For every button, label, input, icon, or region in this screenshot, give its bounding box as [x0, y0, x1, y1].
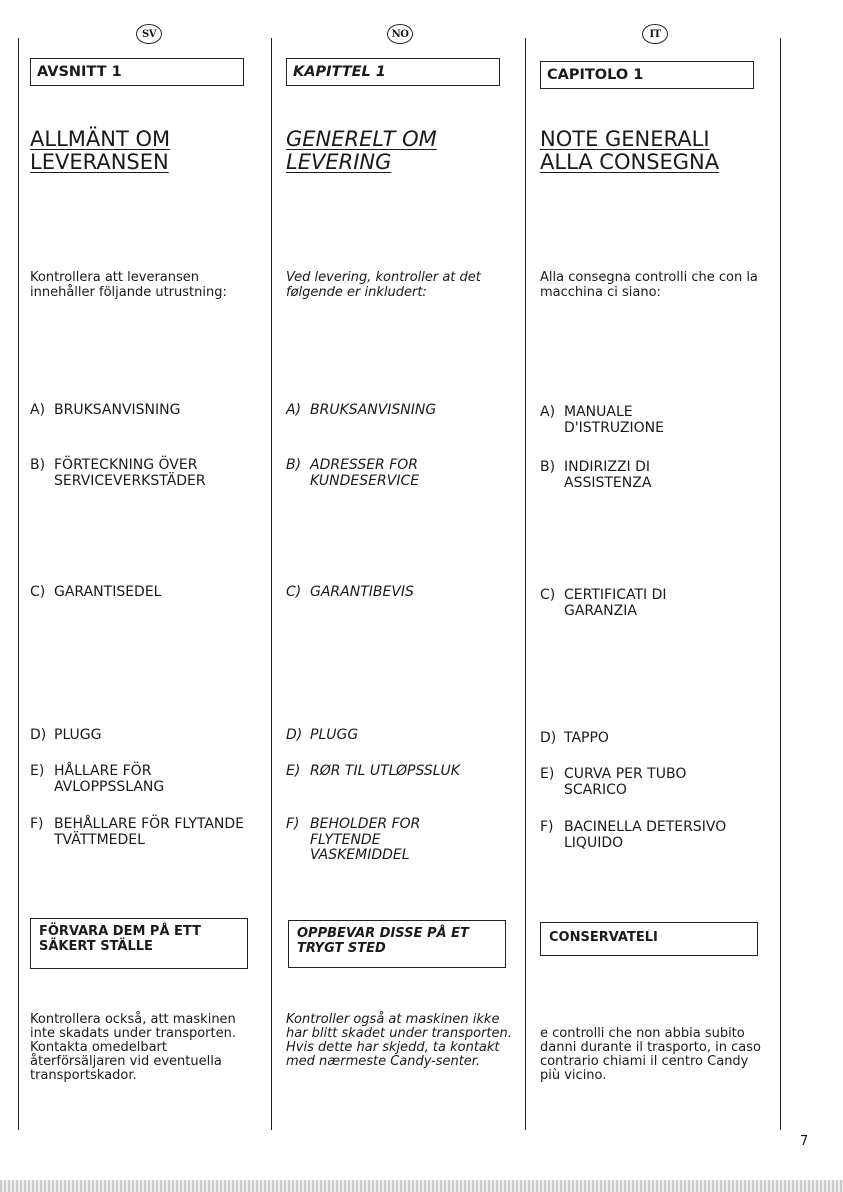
chapter-title: NOTE GENERALI ALLA CONSEGNA	[540, 127, 720, 174]
column-swedish	[30, 0, 266, 1192]
scan-edge-strip	[0, 1180, 843, 1192]
list-item: F) BEHÅLLARE FÖR FLYTANDE TVÄTTMEDEL	[30, 816, 245, 848]
column-divider-left	[18, 38, 19, 1130]
list-item: E) RØR TIL UTLØPSSLUK	[286, 763, 460, 779]
list-item: A) MANUALE D'ISTRUZIONE	[540, 404, 664, 436]
column-norwegian	[286, 0, 522, 1192]
transport-check-text: e controlli che non abbia subito danni durante il trasporto, in caso contrario chiami il centro Candy più vicino.	[540, 1026, 761, 1083]
chapter-title: GENERELT OM LEVERING	[286, 127, 437, 174]
list-item: D) PLUGG	[286, 727, 359, 743]
transport-check-text: Kontrollera också, att maskinen inte skadats under transporten. Kontakta omedelbart återförsäljaren vid eventuella transportskador.	[30, 1012, 236, 1083]
list-item: D) TAPPO	[540, 730, 609, 746]
storage-notice: CONSERVATELI	[540, 922, 758, 956]
intro-text: Alla consegna controlli che con la macchina ci siano:	[540, 270, 758, 300]
section-heading: KAPITTEL 1	[286, 58, 500, 86]
list-item: E) HÅLLARE FÖR AVLOPPSSLANG	[30, 763, 165, 795]
list-item: F) BACINELLA DETERSIVO LIQUIDO	[540, 819, 727, 851]
list-item: C) GARANTISEDEL	[30, 584, 162, 600]
list-item: B) ADRESSER FOR KUNDESERVICE	[286, 457, 420, 489]
section-heading: AVSNITT 1	[30, 58, 244, 86]
storage-notice: FÖRVARA DEM PÅ ETT SÄKERT STÄLLE	[30, 918, 248, 969]
section-heading: CAPITOLO 1	[540, 61, 754, 89]
list-item: A) BRUKSANVISNING	[286, 402, 437, 418]
list-item: F) BEHOLDER FOR FLYTENDE VASKEMIDDEL	[286, 816, 421, 863]
chapter-title: ALLMÄNT OM LEVERANSEN	[30, 127, 171, 174]
column-divider-2	[525, 38, 526, 1130]
list-item: C) CERTIFICATI DI GARANZIA	[540, 587, 667, 619]
transport-check-text: Kontroller også at maskinen ikke har blitt skadet under transporten. Hvis dette har skjedd, ta kontakt med nærmeste Candy-senter.	[286, 1012, 512, 1069]
list-item: E) CURVA PER TUBO SCARICO	[540, 766, 687, 798]
column-divider-1	[271, 38, 272, 1130]
list-item: C) GARANTIBEVIS	[286, 584, 414, 600]
list-item: B) INDIRIZZI DI ASSISTENZA	[540, 459, 652, 491]
page-number: 7	[800, 1134, 809, 1149]
list-item: B) FÖRTECKNING ÖVER SERVICEVERKSTÄDER	[30, 457, 206, 489]
intro-text: Kontrollera att leveransen innehåller följande utrustning:	[30, 270, 227, 300]
language-badge: SV	[136, 24, 162, 44]
storage-notice: OPPBEVAR DISSE PÅ ET TRYGT STED	[288, 920, 506, 968]
list-item: A) BRUKSANVISNING	[30, 402, 181, 418]
column-divider-right	[780, 38, 781, 1130]
column-italian	[540, 0, 776, 1192]
language-badge: NO	[387, 24, 413, 44]
list-item: D) PLUGG	[30, 727, 102, 743]
language-badge: IT	[642, 24, 668, 44]
intro-text: Ved levering, kontroller at det følgende er inkludert:	[286, 270, 481, 300]
